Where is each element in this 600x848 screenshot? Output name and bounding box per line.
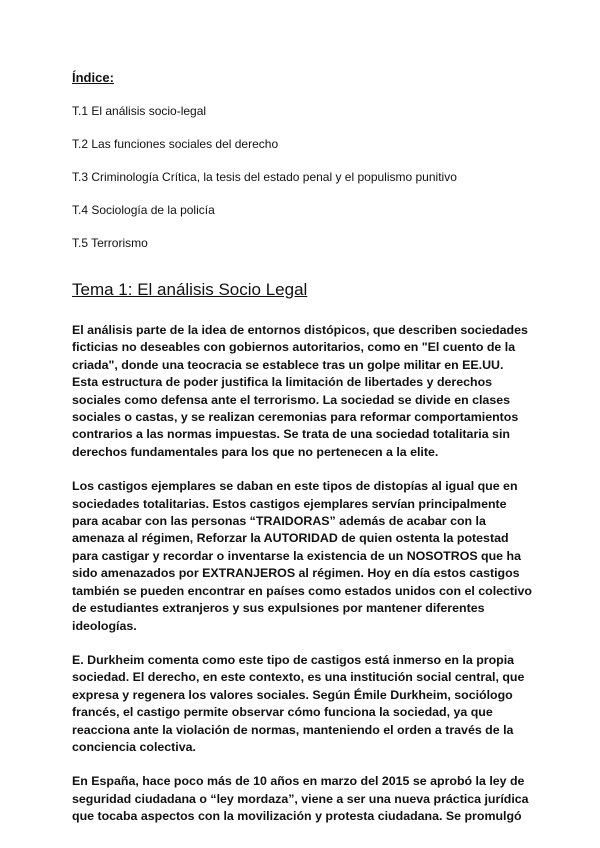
tema-1-title: Tema 1: El análisis Socio Legal [72,280,308,299]
index-heading: Índice: [72,70,114,85]
index-list [72,104,457,269]
index-item-t5: T.5 Terrorismo [72,236,148,250]
index-item-t3: T.3 Criminología Crítica, la tesis del estado penal y el populismo punitivo [72,170,457,184]
paragraph-durkheim: E. Durkheim comenta como este tipo de castigos está inmerso en la propia sociedad. El derecho, en este contexto, es una institución social central, que expresa y regenera los valores sociales. Según Émile Durkheim, sociólogo francés, el castigo permite observar cómo funciona la sociedad, ya que reacciona ante la violación de normas, manteniendo el orden a través de la conciencia colectiva. [72,652,525,754]
paragraph-castigos: Los castigos ejemplares se daban en este tipos de distopías al igual que en sociedades totalitarias. Estos castigos ejemplares servían principalmente para acabar con las personas “TRAIDORAS” además de acabar con la amenaza al régimen, Reforzar la AUTORIDAD de quien ostenta la potestad para castigar y recordar o inventarse la existencia de un NOSOTROS que ha sido amenazados por EXTRANJEROS al régimen. Hoy en día estos castigos también se pueden encontrar en países como estados unidos con el colectivo de estudiantes extranjeros y sus expulsiones por mantener diferentes ideologías. [72,479,532,633]
paragraph-distopias: El análisis parte de la idea de entornos distópicos, que describen sociedades ficticias no deseables con gobiernos autoritarios, como en "El cuento de la criada", donde una teocracia se establece tras un golpe militar en EE.UU. Esta estructura de poder justifica la limitación de libertades y derechos sociales como defensa ante el terrorismo. La sociedad se divide en clases sociales o castas, y se realizan ceremonias para reformar comportamientos contrarios a las normas impuestas. Se trata de una sociedad totalitaria sin derechos fundamentales para los que no pertenecen a la elite. [72,323,528,459]
index-item-t1: T.1 El análisis socio-legal [72,104,207,118]
paragraph-ley-mordaza: En España, hace poco más de 10 años en marzo del 2015 se aprobó la ley de seguridad ciudadana o “ley mordaza”, viene a ser una nueva práctica jurídica que tocaba aspectos con la movilización y protesta ciudadana. Se promulgó [72,774,529,824]
tema-1-body [72,322,532,843]
index-item-t2: T.2 Las funciones sociales del derecho [72,137,279,151]
index-item-t4: T.4 Sociología de la policía [72,203,215,217]
